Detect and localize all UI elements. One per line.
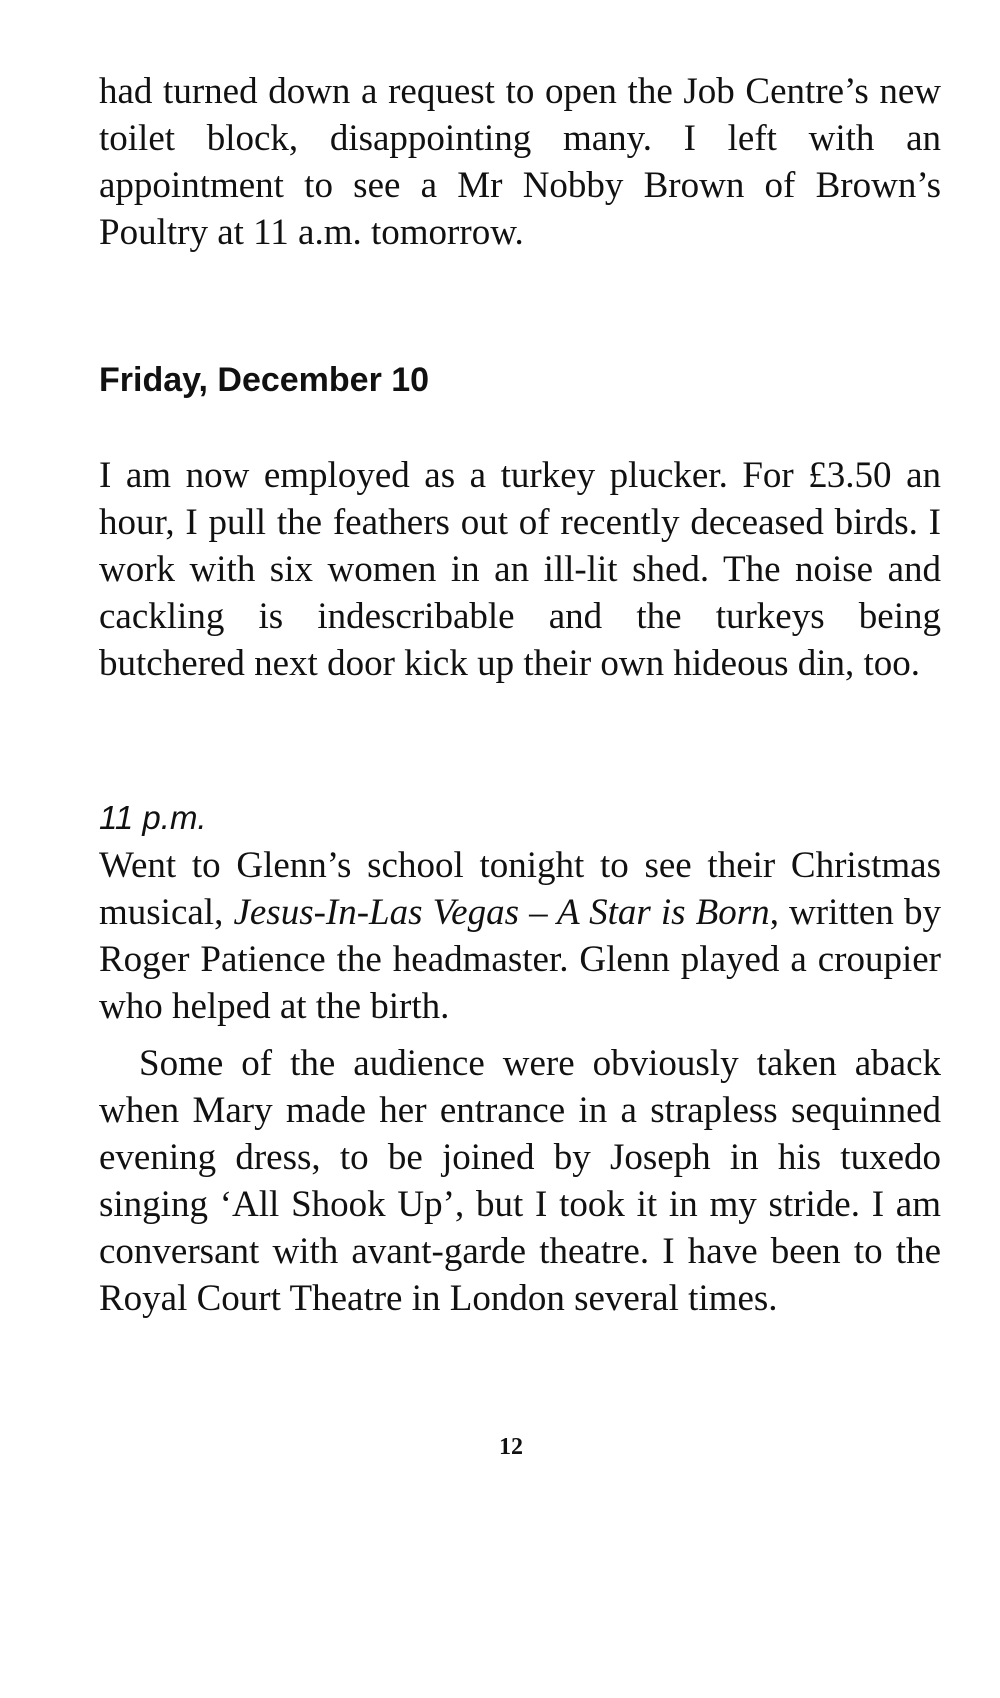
paragraph-glenn-musical [99, 842, 941, 1030]
glenn-text-after-title: , written by Roger Patience the headmaster. Glenn played a croupier who helped at the birth. [99, 892, 941, 1027]
paragraph-intro-end: had turned down a request to open the Job Centre’s new toilet block, disappointing many. I left with an appointment to see a Mr Nobby Brown of Brown’s Poultry at 11 a.m. tomorrow. [99, 71, 941, 253]
paragraph-audience-reaction: Some of the audience were obviously taken aback when Mary made her entrance in a strapless sequinned evening dress, to be joined by Joseph in his tuxedo singing ‘All Shook Up’, but I took it in my stride. I am conversant with avant-garde theatre. I have been to the Royal Court Theatre in London several times. [99, 1043, 941, 1319]
paragraph-turkey-plucker: I am now employed as a turkey plucker. For £3.50 an hour, I pull the feathers out of recently deceased birds. I work with six women in an ill-lit shed. The noise and cackling is indescribable and the turkeys being butchered next door kick up their own hideous din, too. [99, 455, 941, 684]
page-number: 12 [499, 1434, 523, 1460]
musical-title: Jesus-In-Las Vegas – A Star is Born [233, 892, 770, 933]
glenn-text-before-title: Went to Glenn’s school tonight to see their Christmas musical, [99, 845, 941, 933]
time-entry-label: 11 p.m. [99, 799, 207, 836]
diary-date-heading: Friday, December 10 [99, 361, 430, 399]
